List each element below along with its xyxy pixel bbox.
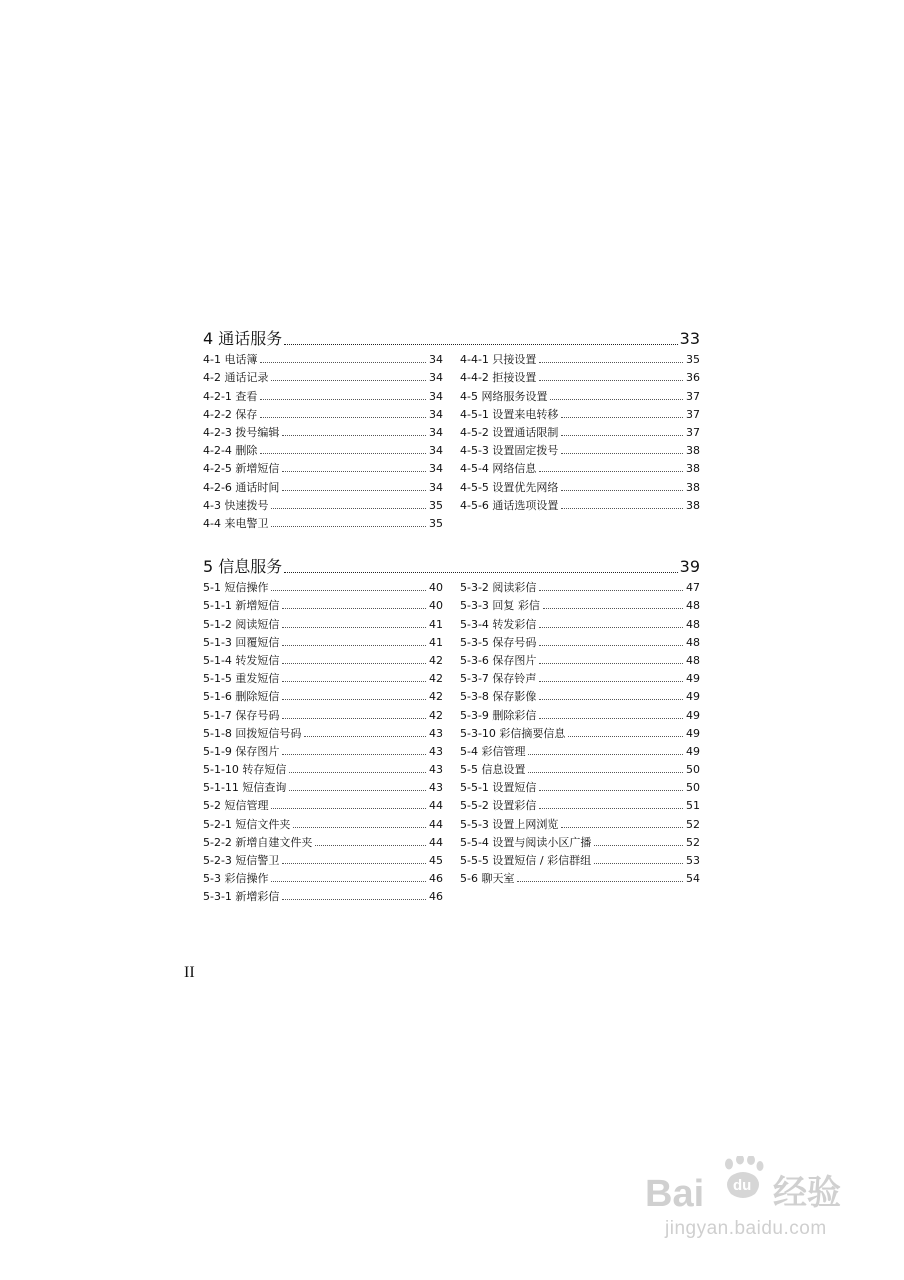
entry-label: 4-2-6 通话时间 <box>203 480 280 494</box>
entry-label: 5-3-3 回复 彩信 <box>460 599 540 613</box>
entry-label: 4-1 电话簿 <box>203 353 258 367</box>
entry-page: 34 <box>429 444 443 458</box>
toc-entry[interactable] <box>460 384 700 402</box>
right-column <box>460 348 700 512</box>
toc-entry[interactable] <box>203 812 443 830</box>
dot-leader <box>282 663 426 664</box>
entry-label: 5-1-9 保存图片 <box>203 744 280 758</box>
toc-entry[interactable] <box>460 703 700 721</box>
entry-label: 5-1-1 新增短信 <box>203 599 280 613</box>
toc-entry[interactable] <box>460 649 700 667</box>
entry-page: 34 <box>429 353 443 367</box>
dot-leader <box>539 790 683 791</box>
entry-page: 43 <box>429 726 443 740</box>
entry-page: 48 <box>686 599 700 613</box>
dot-leader <box>289 772 426 773</box>
toc-entry[interactable] <box>460 348 700 366</box>
entry-page: 45 <box>429 854 443 867</box>
toc-entry[interactable] <box>460 685 700 703</box>
dot-leader <box>284 344 677 345</box>
entry-label: 4-5-4 网络信息 <box>460 462 537 476</box>
dot-leader <box>282 899 426 900</box>
entry-label: 5-3-8 保存影像 <box>460 690 537 704</box>
dot-leader <box>282 718 426 719</box>
dot-leader <box>282 490 426 491</box>
dot-leader <box>528 754 683 755</box>
dot-leader <box>282 435 426 436</box>
dot-leader <box>561 417 683 418</box>
entry-page: 40 <box>429 599 443 613</box>
dot-leader <box>260 453 426 454</box>
toc-entry[interactable] <box>460 794 700 812</box>
dot-leader <box>568 736 683 737</box>
entry-label: 5-2-1 短信文件夹 <box>203 817 291 831</box>
toc-entry[interactable] <box>203 794 443 812</box>
dot-leader <box>539 663 683 664</box>
toc-entry[interactable] <box>460 667 700 685</box>
entry-label: 5-2-2 新增自建文件夹 <box>203 835 313 849</box>
toc-entry[interactable] <box>203 439 443 457</box>
entry-page: 52 <box>686 835 700 849</box>
dot-leader <box>271 526 426 527</box>
dot-leader <box>282 645 426 646</box>
entry-label: 5-2-3 短信警卫 <box>203 854 280 867</box>
dot-leader <box>539 681 683 682</box>
dot-leader <box>539 645 683 646</box>
toc-section-5 <box>203 554 700 904</box>
entry-page: 44 <box>429 799 443 813</box>
entry-label: 4-5-6 通话选项设置 <box>460 498 559 512</box>
toc-entry[interactable] <box>460 366 700 384</box>
entry-label: 4-3 快速拨号 <box>203 498 269 512</box>
entry-label: 4-4-2 拒接设置 <box>460 371 537 385</box>
entry-label: 5-3-7 保存铃声 <box>460 672 537 686</box>
entry-page: 35 <box>686 353 700 367</box>
entry-page: 42 <box>429 708 443 722</box>
toc-section-4 <box>203 326 700 530</box>
dot-leader <box>517 881 683 882</box>
dot-leader <box>315 845 426 846</box>
dot-leader <box>550 399 683 400</box>
toc-entry[interactable] <box>203 849 443 867</box>
entry-page: 43 <box>429 781 443 795</box>
toc-entry[interactable] <box>203 885 443 903</box>
dot-leader <box>282 608 426 609</box>
dot-leader <box>539 718 683 719</box>
section-title: 5 信息服务 <box>203 557 283 576</box>
entry-page: 42 <box>429 690 443 704</box>
entry-page: 54 <box>686 872 700 886</box>
section-title: 4 通话服务 <box>203 329 283 348</box>
entry-page: 44 <box>429 817 443 831</box>
dot-leader <box>284 572 677 573</box>
toc-entry[interactable] <box>460 439 700 457</box>
entry-label: 5-3-2 阅读彩信 <box>460 581 537 595</box>
toc-entry[interactable] <box>460 722 700 740</box>
section-heading <box>203 554 700 576</box>
toc-entry[interactable] <box>460 831 700 849</box>
toc-entry[interactable] <box>203 348 443 366</box>
dot-leader <box>271 380 426 381</box>
entry-page: 43 <box>429 763 443 777</box>
entry-label: 5-1-6 删除短信 <box>203 690 280 704</box>
entry-label: 4-5-1 设置来电转移 <box>460 407 559 421</box>
toc-entry[interactable] <box>203 758 443 776</box>
toc-entry[interactable] <box>203 776 443 794</box>
dot-leader <box>282 754 426 755</box>
toc-entry[interactable] <box>460 594 700 612</box>
entry-page: 34 <box>429 480 443 494</box>
entry-label: 5-3-10 彩信摘要信息 <box>460 726 566 740</box>
toc-entry[interactable] <box>203 421 443 439</box>
entry-label: 4-2-5 新增短信 <box>203 462 280 476</box>
entry-page: 46 <box>429 872 443 886</box>
toc-entry[interactable] <box>460 475 700 493</box>
entry-page: 48 <box>686 617 700 631</box>
dot-leader <box>271 508 426 509</box>
entry-page: 37 <box>686 425 700 439</box>
toc-entry[interactable] <box>460 849 700 867</box>
toc-entry[interactable] <box>203 403 443 421</box>
dot-leader <box>539 808 683 809</box>
toc-entry[interactable] <box>203 475 443 493</box>
dot-leader <box>561 508 683 509</box>
entry-label: 5-3-6 保存图片 <box>460 653 537 667</box>
toc-entry[interactable] <box>203 831 443 849</box>
left-column <box>203 576 443 903</box>
left-column <box>203 348 443 530</box>
entry-label: 4-2 通话记录 <box>203 371 269 385</box>
entry-page: 43 <box>429 744 443 758</box>
entry-label: 5-5-4 设置与阅读小区广播 <box>460 835 592 849</box>
toc-entry[interactable] <box>460 612 700 630</box>
dot-leader <box>260 362 426 363</box>
dot-leader <box>539 362 683 363</box>
toc-entry[interactable] <box>460 740 700 758</box>
dot-leader <box>260 399 426 400</box>
entry-label: 5-5-1 设置短信 <box>460 781 537 795</box>
entry-page: 34 <box>429 371 443 385</box>
entry-label: 5-1-7 保存号码 <box>203 708 280 722</box>
entry-page: 49 <box>686 744 700 758</box>
dot-leader <box>561 453 683 454</box>
entry-page: 49 <box>686 726 700 740</box>
entry-label: 4-2-3 拨号编辑 <box>203 425 280 439</box>
entry-page: 38 <box>686 498 700 512</box>
entry-label: 5-3 彩信操作 <box>203 872 269 886</box>
dot-leader <box>282 627 426 628</box>
entry-page: 34 <box>429 407 443 421</box>
entry-page: 51 <box>686 799 700 813</box>
dot-leader <box>539 471 683 472</box>
toc-entry[interactable] <box>460 867 700 885</box>
toc-entry[interactable] <box>460 421 700 439</box>
entry-page: 41 <box>429 635 443 649</box>
toc-entry[interactable] <box>203 494 443 512</box>
watermark-logo-text-right: 经验 <box>773 1173 841 1213</box>
dot-leader <box>289 790 426 791</box>
entry-label: 5-3-5 保存号码 <box>460 635 537 649</box>
toc-entry[interactable] <box>203 649 443 667</box>
entry-label: 5-1-8 回拨短信号码 <box>203 726 302 740</box>
entry-page: 38 <box>686 480 700 494</box>
toc-entry[interactable] <box>203 512 443 530</box>
entry-page: 36 <box>686 371 700 385</box>
entry-label: 5-5-5 设置短信 / 彩信群组 <box>460 854 592 867</box>
baidu-logo-icon <box>645 1156 855 1216</box>
entry-label: 5-3-9 删除彩信 <box>460 708 537 722</box>
dot-leader <box>539 627 683 628</box>
entry-label: 4-2-1 查看 <box>203 389 258 403</box>
entry-page: 53 <box>686 854 700 867</box>
section-heading <box>203 326 700 348</box>
entry-page: 37 <box>686 389 700 403</box>
entry-page: 34 <box>429 389 443 403</box>
entry-label: 4-2-4 删除 <box>203 444 258 458</box>
entry-page: 46 <box>429 890 443 904</box>
toc-entry[interactable] <box>203 740 443 758</box>
entry-label: 5-5-3 设置上网浏览 <box>460 817 559 831</box>
entry-label: 5-1 短信操作 <box>203 581 269 595</box>
entry-page: 34 <box>429 462 443 476</box>
entry-label: 5-3-1 新增彩信 <box>203 890 280 904</box>
entry-label: 5-3-4 转发彩信 <box>460 617 537 631</box>
dot-leader <box>528 772 683 773</box>
toc-entry[interactable] <box>203 667 443 685</box>
entry-page: 50 <box>686 763 700 777</box>
dot-leader <box>282 699 426 700</box>
toc-entry[interactable] <box>203 867 443 885</box>
dot-leader <box>539 380 683 381</box>
entry-page: 38 <box>686 444 700 458</box>
entry-label: 4-5-3 设置固定拨号 <box>460 444 559 458</box>
entry-page: 35 <box>429 516 443 530</box>
toc-entry[interactable] <box>203 612 443 630</box>
dot-leader <box>304 736 426 737</box>
toc-entry[interactable] <box>460 576 700 594</box>
dot-leader <box>271 881 426 882</box>
entry-label: 5-4 彩信管理 <box>460 744 526 758</box>
entry-page: 48 <box>686 653 700 667</box>
dot-leader <box>561 490 683 491</box>
toc-entry[interactable] <box>460 631 700 649</box>
right-column <box>460 576 700 885</box>
entry-label: 4-5 网络服务设置 <box>460 389 548 403</box>
entry-page: 42 <box>429 653 443 667</box>
toc-entry[interactable] <box>460 457 700 475</box>
toc-entry[interactable] <box>460 494 700 512</box>
dot-leader <box>539 699 683 700</box>
dot-leader <box>594 845 683 846</box>
baidu-jingyan-watermark <box>645 1148 855 1248</box>
entry-label: 4-4-1 只接设置 <box>460 353 537 367</box>
toc-entry[interactable] <box>203 685 443 703</box>
dot-leader <box>282 471 426 472</box>
toc-entry[interactable] <box>460 403 700 421</box>
watermark-url: jingyan.baidu.com <box>665 1218 827 1239</box>
dot-leader <box>282 681 426 682</box>
toc-entry[interactable] <box>203 366 443 384</box>
watermark-logo-text-left: Bai <box>645 1173 705 1215</box>
entry-label: 4-4 来电警卫 <box>203 516 269 530</box>
dot-leader <box>561 435 683 436</box>
page-number-roman: II <box>184 964 195 981</box>
toc-entry[interactable] <box>203 384 443 402</box>
entry-label: 5-1-5 重发短信 <box>203 672 280 686</box>
entry-label: 4-2-2 保存 <box>203 407 258 421</box>
dot-leader <box>543 608 683 609</box>
dot-leader <box>594 863 683 864</box>
dot-leader <box>282 863 426 864</box>
entry-page: 41 <box>429 617 443 631</box>
entry-page: 49 <box>686 708 700 722</box>
entry-page: 49 <box>686 690 700 704</box>
entry-label: 4-5-5 设置优先网络 <box>460 480 559 494</box>
dot-leader <box>260 417 426 418</box>
entry-label: 5-1-4 转发短信 <box>203 653 280 667</box>
entry-label: 5-1-2 阅读短信 <box>203 617 280 631</box>
watermark-logo-text-mid: du <box>733 1177 752 1194</box>
entry-label: 5-5 信息设置 <box>460 763 526 777</box>
dot-leader <box>271 808 426 809</box>
entry-label: 5-6 聊天室 <box>460 872 515 886</box>
entry-page: 50 <box>686 781 700 795</box>
entry-page: 37 <box>686 407 700 421</box>
section-page: 33 <box>679 329 700 348</box>
entry-page: 44 <box>429 835 443 849</box>
entry-page: 42 <box>429 672 443 686</box>
toc-entry[interactable] <box>203 722 443 740</box>
toc-entry[interactable] <box>203 631 443 649</box>
entry-page: 35 <box>429 498 443 512</box>
entry-label: 5-1-10 转存短信 <box>203 763 287 777</box>
toc-entry[interactable] <box>460 776 700 794</box>
toc-entry[interactable] <box>203 457 443 475</box>
dot-leader <box>561 827 683 828</box>
entry-page: 38 <box>686 462 700 476</box>
dot-leader <box>293 827 426 828</box>
entry-page: 34 <box>429 425 443 439</box>
dot-leader <box>271 590 426 591</box>
toc-entry[interactable] <box>460 758 700 776</box>
entry-page: 40 <box>429 581 443 595</box>
entry-label: 5-1-3 回覆短信 <box>203 635 280 649</box>
entry-page: 49 <box>686 672 700 686</box>
section-page: 39 <box>679 557 700 576</box>
toc-entry[interactable] <box>203 594 443 612</box>
entry-label: 5-2 短信管理 <box>203 799 269 813</box>
entry-page: 52 <box>686 817 700 831</box>
entry-label: 4-5-2 设置通话限制 <box>460 425 559 439</box>
toc-entry[interactable] <box>460 812 700 830</box>
entry-page: 47 <box>686 581 700 595</box>
dot-leader <box>539 590 683 591</box>
entry-page: 48 <box>686 635 700 649</box>
entry-label: 5-1-11 短信查询 <box>203 781 287 795</box>
toc-entry[interactable] <box>203 576 443 594</box>
toc-entry[interactable] <box>203 703 443 721</box>
entry-label: 5-5-2 设置彩信 <box>460 799 537 813</box>
